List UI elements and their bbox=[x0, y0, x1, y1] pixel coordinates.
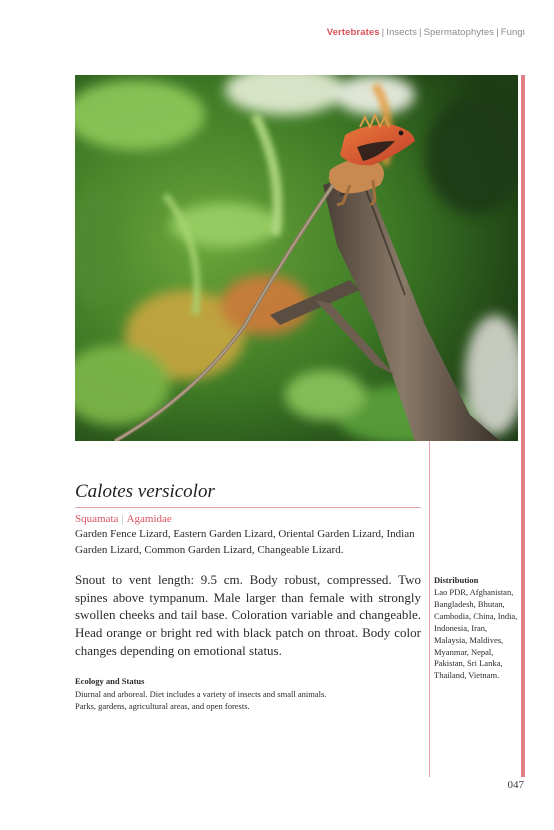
distribution-text: Lao PDR, Afghanistan, Bangladesh, Bhutan, Cambodia, China, India, Indonesia, Iran, Malaysia, Maldives, Myanmar, Nepal, Pakistan, Sri Lanka, Thailand, Vietnam. bbox=[434, 587, 518, 681]
accent-bar bbox=[521, 75, 525, 777]
nav-insects[interactable]: Insects bbox=[386, 27, 417, 38]
lizard-photo-icon bbox=[75, 75, 518, 441]
ecology-line: Parks, gardens, agricultural areas, and open forests. bbox=[75, 701, 250, 711]
taxon-line bbox=[75, 513, 172, 525]
species-description: Snout to vent length: 9.5 cm. Body robust, compressed. Two spines above tympanum. Male larger than female with strongly swollen cheeks and tail base. Coloration variable and changeable. Head orange or bright red with black patch on throat. Body color changes depending on emotional status. bbox=[75, 572, 421, 658]
taxon-family: Agamidae bbox=[126, 513, 172, 525]
ecology-line: Diurnal and arboreal. Diet includes a variety of insects and small animals. bbox=[75, 689, 327, 699]
taxon-separator: | bbox=[121, 513, 124, 525]
nav-separator: | bbox=[496, 27, 499, 38]
species-photo bbox=[75, 75, 518, 441]
ecology-heading: Ecology and Status bbox=[75, 676, 145, 686]
nav-spermatophytes[interactable]: Spermatophytes bbox=[423, 27, 495, 38]
nav-vertebrates[interactable]: Vertebrates bbox=[326, 27, 380, 38]
ecology-text bbox=[75, 688, 421, 712]
distribution-heading: Distribution bbox=[434, 575, 479, 585]
page-number: 047 bbox=[507, 779, 524, 791]
nav-separator: | bbox=[381, 27, 385, 38]
nav-fungi[interactable]: Fungi bbox=[500, 27, 525, 38]
taxon-order: Squamata bbox=[75, 513, 119, 525]
nav-separator: | bbox=[419, 27, 422, 38]
column-divider bbox=[429, 441, 430, 777]
title-rule bbox=[75, 507, 421, 508]
species-title: Calotes versicolor bbox=[75, 481, 215, 502]
common-names: Garden Fence Lizard, Eastern Garden Lizard, Oriental Garden Lizard, Indian Garden Lizard, Common Garden Lizard, Changeable Lizard. bbox=[75, 528, 415, 556]
section-nav bbox=[327, 27, 525, 38]
